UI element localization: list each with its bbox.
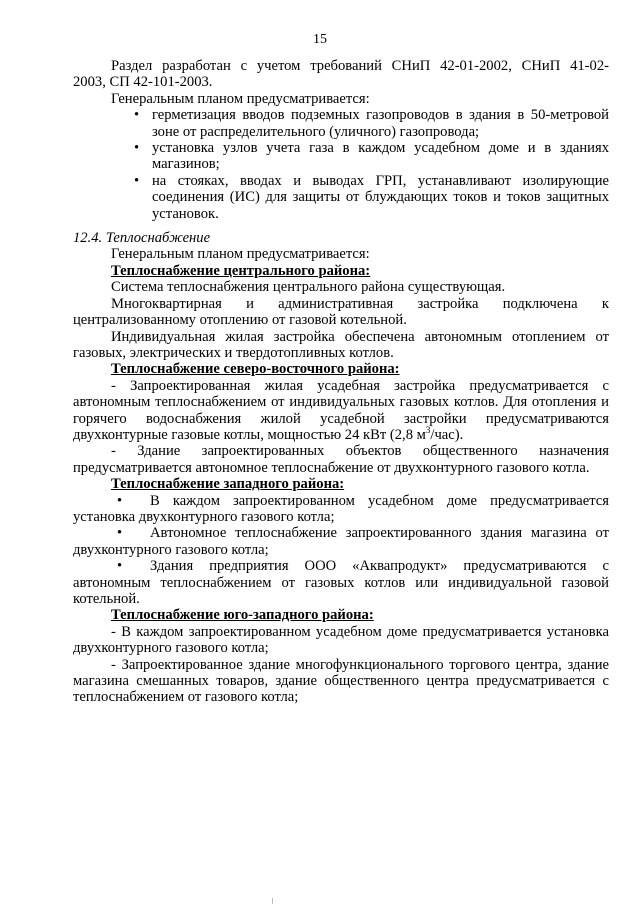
central-p1: Система теплоснабжения центрального района существующая. — [111, 279, 506, 296]
northeast-p2: - Здание запроектированных объектов общественного назначения предусматривается автономное теплоснабжение от двухконтурного газового котла. — [73, 443, 609, 476]
northeast-p1-end: /час). — [430, 426, 464, 443]
intro-line-1: Раздел разработан с учетом требований СНиП 42-01-2002, СНиП 41-02- — [111, 58, 609, 74]
scan-mark — [272, 898, 273, 904]
list-item — [73, 525, 609, 541]
northeast-p1-sup: 3 — [425, 425, 431, 436]
west-item-2-rest: двухконтурного газового котла; — [73, 541, 269, 558]
west-item-3-first: Здания предприятия ООО «Аквапродукт» предусматриваются с — [150, 558, 609, 575]
west-item-2-first: Автономное теплоснабжение запроектированного здания магазина от — [150, 525, 609, 542]
bullet-icon: • — [117, 525, 123, 542]
central-p3-line1: Индивидуальная жилая застройка обеспечена автономным отоплением от — [111, 328, 609, 345]
intro-line-2: 2003, СП 42-101-2003. — [73, 74, 213, 91]
document-body — [73, 58, 609, 706]
west-item-1-first: В каждом запроектированном усадебном доме предусматривается — [150, 492, 609, 509]
section-heading: 12.4. Теплоснабжение — [73, 230, 211, 247]
southwest-title: Теплоснабжение юго-западного района: — [111, 607, 374, 624]
central-title: Теплоснабжение центрального района: — [111, 262, 371, 279]
central-p2-line2: централизованному отоплению от газовой котельной. — [73, 312, 407, 329]
page-number: 15 — [313, 32, 327, 47]
list-item — [73, 493, 609, 509]
intro-general-plan: Генеральным планом предусматривается: — [111, 90, 370, 107]
list-item: • герметизация вводов подземных газопроводов в здания в 50-метровой зоне от распределительного (уличного) газопровода; — [73, 107, 609, 140]
northeast-title: Теплоснабжение северо-восточного района: — [111, 361, 400, 378]
central-p2-line1: Многоквартирная и административная застройка подключена к — [111, 295, 609, 312]
list-item — [73, 558, 609, 574]
central-p3-line2: газовых, электрических и твердотопливных котлов. — [73, 344, 394, 361]
west-item-3-rest: автономным теплоснабжением от газовых котлов или индивидуальной газовой котельной. — [73, 574, 609, 607]
gas-bullet-list — [73, 107, 609, 222]
west-item-1-rest: установка двухконтурного газового котла; — [73, 508, 335, 525]
bullet-icon: • — [117, 558, 123, 575]
northeast-p1 — [73, 378, 609, 444]
northeast-p1-text: - Запроектированная жилая усадебная застройка предусматривается с автономным теплоснабжением от индивидуальных газовых котлов. Для отопления и горячего водоснабжения жилой усадебной застройки предусматриваются двухконтурные газовые котлы, мощностью 24 кВт (2,8 м — [73, 377, 609, 443]
bullet-icon: • — [117, 492, 123, 509]
section-general-plan: Генеральным планом предусматривается: — [111, 246, 370, 263]
list-item: • установка узлов учета газа в каждом усадебном доме и в зданиях магазинов; — [73, 140, 609, 173]
southwest-p1: - В каждом запроектированном усадебном доме предусматривается установка двухконтурного газового котла; — [73, 623, 609, 657]
list-item: • на стояках, вводах и выводах ГРП, устанавливают изолирующие соединения (ИС) для защиты от блуждающих токов и токов защитных установок. — [73, 173, 609, 222]
west-title: Теплоснабжение западного района: — [111, 476, 345, 493]
southwest-p2: - Запроектированное здание многофункционального торгового центра, здание магазина смешанных товаров, здание общественного центра предусматривается с теплоснабжением от газового котла; — [73, 656, 609, 706]
